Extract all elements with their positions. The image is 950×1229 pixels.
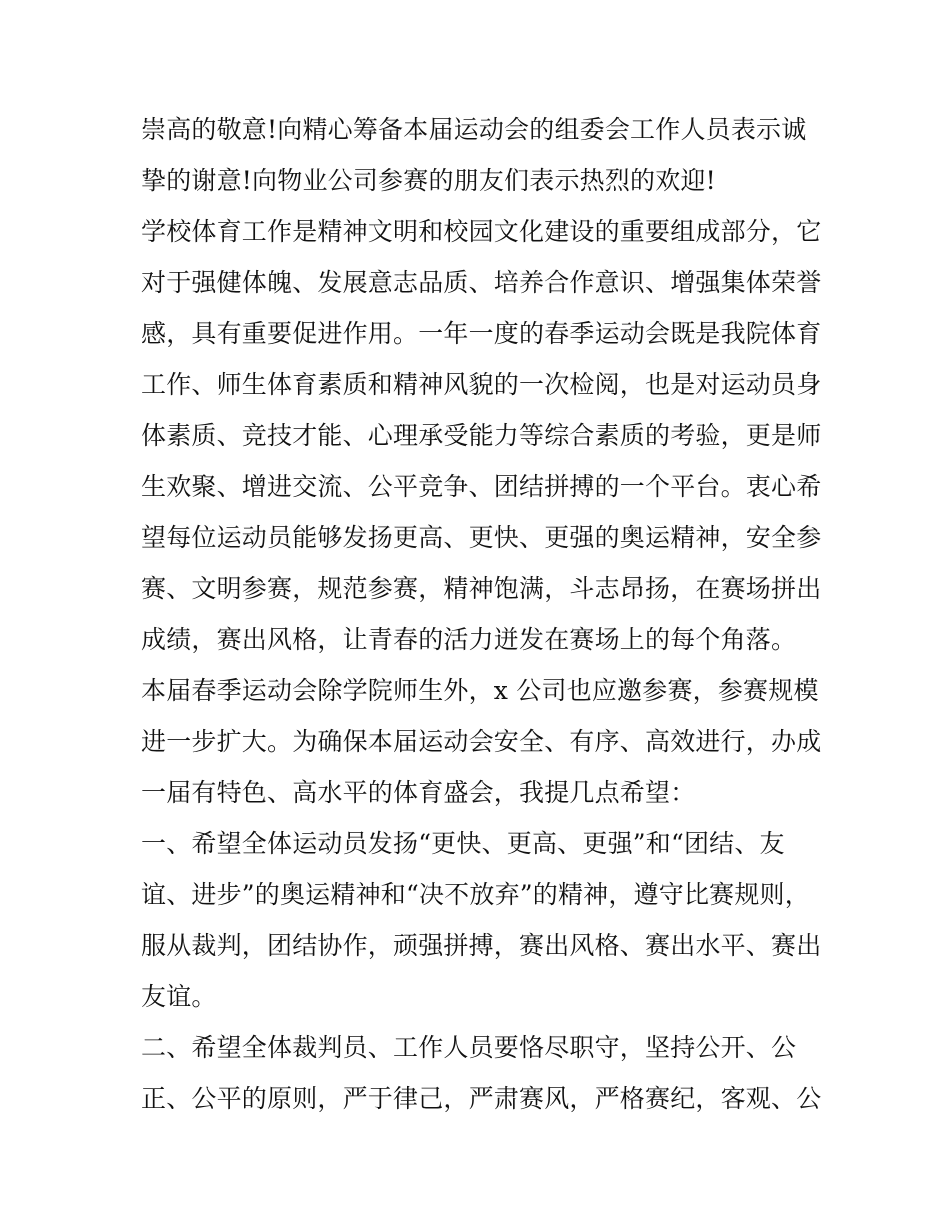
text-line: 对于强健体魄、发展意志品质、培养合作意识、增强集体荣誉 bbox=[141, 268, 822, 297]
text-line: 服从裁判，团结协作，顽强拼搏，赛出风格、赛出水平、赛出 bbox=[141, 931, 822, 960]
text-line: 生欢聚、增进交流、公平竞争、团结拼搏的一个平台。衷心希 bbox=[141, 472, 822, 501]
text-line: 进一步扩大。为确保本届运动会安全、有序、高效进行，办成 bbox=[141, 727, 822, 756]
text-line: 正、公平的原则，严于律己，严肃赛风，严格赛纪，客观、公 bbox=[141, 1084, 822, 1113]
text-line: 感，具有重要促进作用。一年一度的春季运动会既是我院体育 bbox=[141, 319, 822, 348]
text-line: 本届春季运动会除学院师生外，x 公司也应邀参赛，参赛规模 bbox=[141, 676, 819, 705]
document-body bbox=[141, 104, 821, 1124]
text-line: 崇高的敬意!向精心筹备本届运动会的组委会工作人员表示诚 bbox=[141, 115, 807, 144]
text-line: 赛、文明参赛，规范参赛，精神饱满，斗志昂扬，在赛场拼出 bbox=[141, 574, 822, 603]
text-line: 一届有特色、高水平的体育盛会，我提几点希望： bbox=[141, 778, 696, 807]
text-line: 体素质、竞技才能、心理承受能力等综合素质的考验，更是师 bbox=[141, 421, 822, 450]
text-line: 二、希望全体裁判员、工作人员要恪尽职守，坚持公开、公 bbox=[141, 1033, 797, 1062]
text-line: 谊、进步”的奥运精神和“决不放弃”的精神，遵守比赛规则， bbox=[141, 880, 810, 909]
text-line: 成绩，赛出风格，让青春的活力迸发在赛场上的每个角落。 bbox=[141, 625, 797, 654]
text-line: 工作、师生体育素质和精神风貌的一次检阅，也是对运动员身 bbox=[141, 370, 822, 399]
text-line: 挚的谢意!向物业公司参赛的朋友们表示热烈的欢迎! bbox=[141, 166, 716, 195]
text-line: 一、希望全体运动员发扬“更快、更高、更强”和“团结、友 bbox=[141, 829, 785, 858]
text-line: 学校体育工作是精神文明和校园文化建设的重要组成部分，它 bbox=[141, 217, 822, 246]
text-line: 友谊。 bbox=[141, 982, 217, 1011]
text-line: 望每位运动员能够发扬更高、更快、更强的奥运精神，安全参 bbox=[141, 523, 822, 552]
